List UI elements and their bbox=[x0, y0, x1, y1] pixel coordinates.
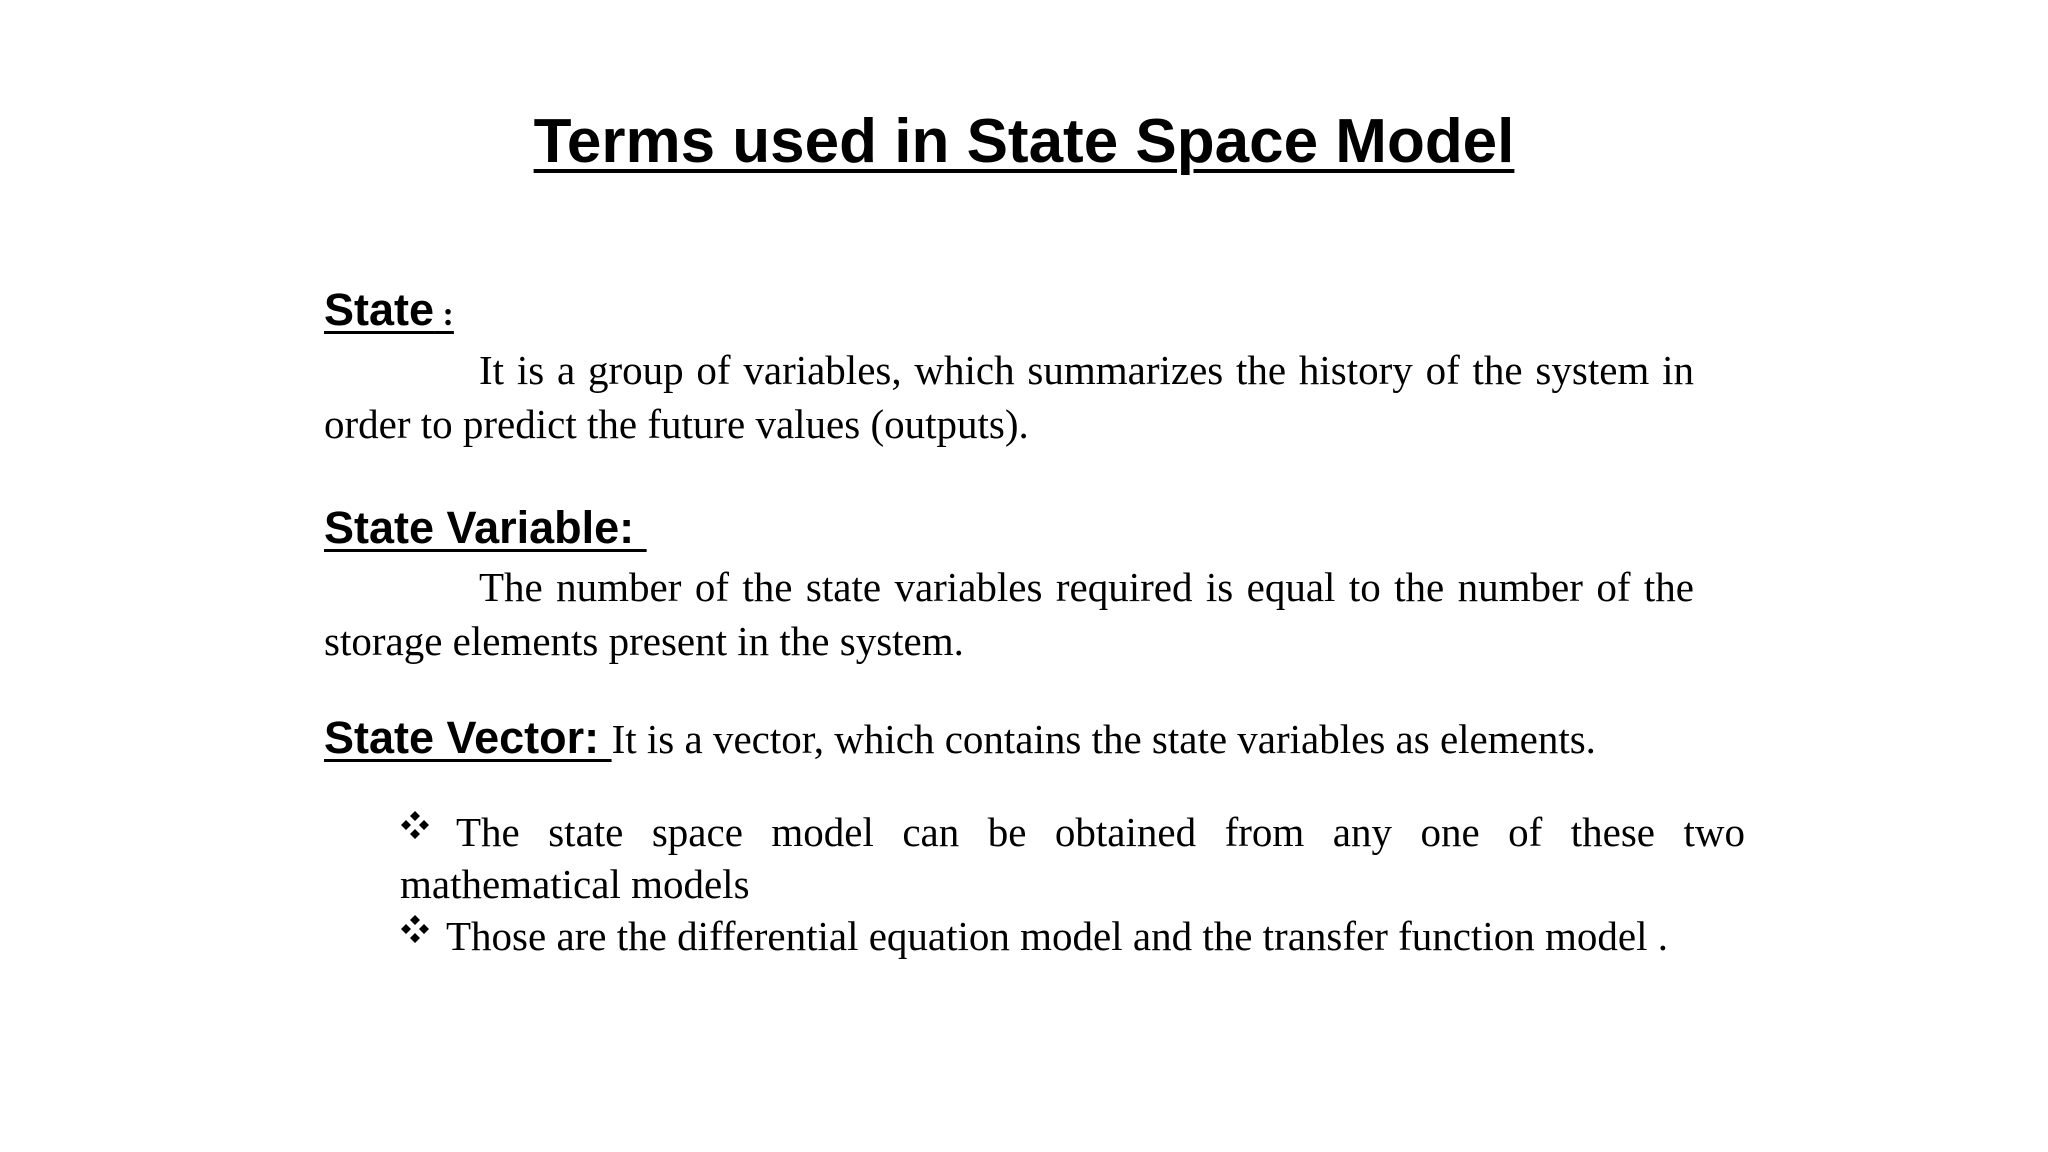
state-heading-colon: : bbox=[434, 296, 454, 333]
state-heading-label: State bbox=[324, 284, 435, 335]
state-definition: It is a group of variables, which summarizes the history of the system in order to predict the future values (outputs). bbox=[324, 347, 1694, 447]
four-diamond-bullet-icon bbox=[400, 810, 430, 840]
bullet-list bbox=[400, 806, 1745, 962]
bullet-2-text: Those are the differential equation model and the transfer function model . bbox=[446, 913, 1668, 959]
bullet-1-text-line-2: mathematical models bbox=[400, 861, 750, 907]
bullet-line-1 bbox=[400, 806, 1745, 858]
four-diamond-bullet-icon bbox=[400, 914, 430, 944]
state-vector-definition: It is a vector, which contains the state variables as elements. bbox=[611, 716, 1596, 762]
state-variable-definition: The number of the state variables required is equal to the number of the storage elements present in the system. bbox=[324, 564, 1694, 664]
list-item bbox=[400, 806, 1745, 910]
state-heading bbox=[324, 282, 454, 343]
state-vector-heading: State Vector: bbox=[324, 712, 612, 763]
list-item bbox=[400, 910, 1745, 962]
slide-title-text: Terms used in State Space Model bbox=[533, 107, 1515, 176]
bullet-1-text-line-1: The state space model can be obtained from any one of these two bbox=[456, 809, 1745, 855]
slide-title bbox=[0, 104, 2048, 180]
state-variable-heading: State Variable: bbox=[324, 502, 647, 553]
state-vector-line bbox=[324, 710, 1596, 767]
